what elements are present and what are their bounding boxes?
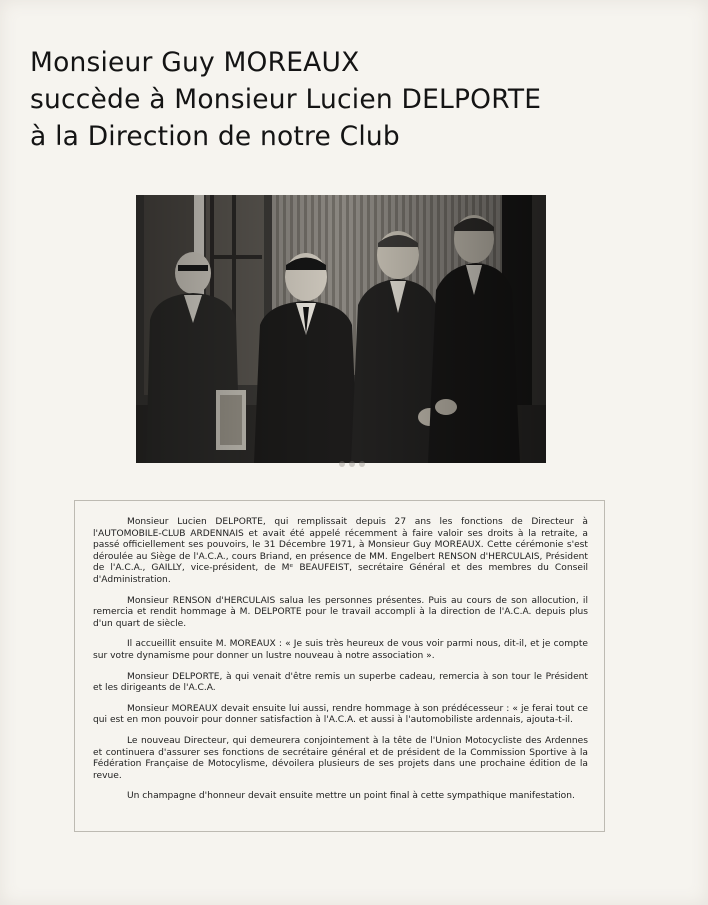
article-box	[74, 500, 605, 832]
article-paragraph: Le nouveau Directeur, qui demeurera conjointement à la tête de l'Union Motocycliste des Ardennes et continuera d'assurer ses fonctions de secrétaire général et de président de la Commission Sportive à la Fédération Française de Motocylisme, dévoilera plusieurs de ses projets dans une prochaine édition de la revue.	[93, 735, 588, 781]
article-paragraph: Monsieur Lucien DELPORTE, qui remplissait depuis 27 ans les fonctions de Directeur à l'AUTOMOBILE-CLUB ARDENNAIS et avait été appelé récemment à faire valoir ses droits à la retraite, a passé officiellement ses pouvoirs, le 31 Décembre 1971, à Monsieur Guy MOREAUX. Cette cérémonie s'est déroulée au Siège de l'A.C.A., cours Briand, en présence de MM. Engelbert RENSON d'HERCULAIS, Président de l'A.C.A., GAILLY, vice-président, de Mᵉ BEAUFEIST, secrétaire Général et des membres du Conseil d'Administration.	[93, 517, 588, 585]
article-paragraph: Un champagne d'honneur devait ensuite mettre un point final à cette sympathique manifestation.	[127, 791, 575, 802]
headline-line-3: à la Direction de notre Club	[30, 121, 400, 152]
article-paragraph: Il accueillit ensuite M. MOREAUX : « Je suis très heureux de vous voir parmi nous, dit-il, et je compte sur votre dynamisme pour donner un lustre nouveau à notre association ».	[93, 639, 588, 661]
headline	[30, 44, 680, 155]
headline-line-2: succède à Monsieur Lucien DELPORTE	[30, 84, 542, 115]
ceremony-photo	[136, 195, 546, 463]
headline-line-1: Monsieur Guy MOREAUX	[30, 47, 360, 78]
article-paragraph: Monsieur DELPORTE, à qui venait d'être remis un superbe cadeau, remercia à son tour le Président et les dirigeants de l'A.C.A.	[93, 671, 588, 694]
article-paragraph: Monsieur MOREAUX devait ensuite lui aussi, rendre hommage à son prédécesseur : « je ferai tout ce qui est en mon pouvoir pour donner satisfaction à l'A.C.A. et aussi à l'automobiliste ardennais, ajouta-t-il.	[93, 703, 588, 726]
photo-stamp-mark	[336, 460, 370, 468]
article-paragraph: Monsieur RENSON d'HERCULAIS salua les personnes présentes. Puis au cours de son allocution, il remercia et rendit hommage à M. DELPORTE pour le travail accompli à la direction de l'A.C.A. depuis plus d'un quart de siècle.	[93, 595, 588, 629]
